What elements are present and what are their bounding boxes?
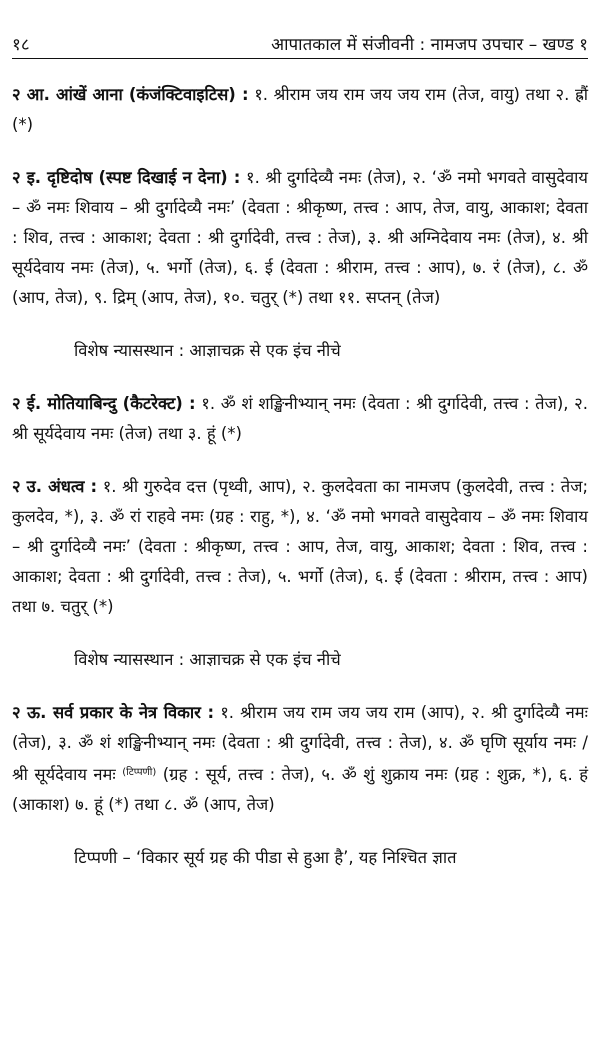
special-placement-note: विशेष न्यासस्थान : आज्ञाचक्र से एक इंच नीचे <box>74 341 341 360</box>
section-conjunctivitis <box>12 80 588 140</box>
section-cataract <box>12 389 588 449</box>
footnote-marker: (टिप्पणी) <box>122 767 157 778</box>
section-all-eye-disorders <box>12 698 588 820</box>
section-body: १. श्री दुर्गादेव्यै नमः (तेज), २. ‘ॐ नमो भगवते वासुदेवाय – ॐ नमः शिवाय – श्री दुर्गादेव्यै नमः’ (देवता : श्रीकृष्ण, तत्त्व : आप, तेज, वायु, आकाश; देवता : शिव, तत्त्व : आकाश; देवता : श्री दुर्गादेवी, तत्त्व : तेज), ३. श्री अग्निदेवाय नमः (तेज), ४. श्री सूर्यदेवाय नमः (तेज), ५. भर्गो (तेज), ६. ई (देवता : श्रीराम, तत्त्व : आप), ७. रं (तेज), ८. ॐ (आप, तेज), ९. द्रिम् (आप, तेज), १०. चतुर् (*) तथा ११. सप्तन् (तेज) <box>12 168 588 307</box>
section-body: १. श्री गुरुदेव दत्त (पृथ्वी, आप), २. कुलदेवता का नामजप (कुलदेवी, तत्त्व : तेज; कुलदेव, *), ३. ॐ रां राहवे नमः (ग्रह : राहु, *), ४. ‘ॐ नमो भगवते वासुदेवाय – ॐ नमः शिवाय – श्री दुर्गादेव्यै नमः’ (देवता : श्रीकृष्ण, तत्त्व : आप, तेज, वायु, आकाश; देवता : शिव, तत्त्व : आकाश; देवता : श्री दुर्गादेवी, तत्त्व : तेज), ५. भर्गो (तेज), ६. ई (देवता : श्रीराम, तत्त्व : आप) तथा ७. चतुर् (*) <box>12 477 588 616</box>
section-body-continued: (ग्रह : सूर्य, तत्त्व : तेज), ५. ॐ शुं शुक्राय नमः (ग्रह : शुक्र, *), ६. हं (आकाश) ७. हूं (*) तथा ८. ॐ (आप, तेज) <box>12 765 588 814</box>
special-placement-note: विशेष न्यासस्थान : आज्ञाचक्र से एक इंच नीचे <box>74 650 341 669</box>
running-title: आपातकाल में संजीवनी : नामजप उपचार – खण्ड १ <box>271 35 588 55</box>
section-body: १. श्रीराम जय राम जय जय राम (तेज, वायु) तथा २. ह्रौं (*) <box>12 85 588 134</box>
page-content <box>12 80 588 873</box>
section-blindness <box>12 472 588 622</box>
book-page <box>12 0 588 1054</box>
section-heading: २ आ. आंखें आना (कंजंक्टिवाइटिस) : <box>12 85 249 104</box>
footnote-line: टिप्पणी – ‘विकार सूर्य ग्रह की पीडा से हुआ है’, यह निश्चित ज्ञात <box>74 848 457 867</box>
page-number: १८ <box>12 35 30 55</box>
header-divider <box>12 58 588 59</box>
section-body: १. ॐ शं शङ्खिनीभ्यान् नमः (देवता : श्री दुर्गादेवी, तत्त्व : तेज), २. श्री सूर्यदेवाय नमः (तेज) तथा ३. हूं (*) <box>12 394 588 443</box>
section-vision-defect <box>12 163 588 313</box>
running-header <box>12 20 588 56</box>
section-heading: २ उ. अंधत्व : <box>12 477 98 496</box>
section-heading: २ इ. दृष्टिदोष (स्पष्ट दिखाई न देना) : <box>12 168 241 187</box>
section-body: १. श्रीराम जय राम जय जय राम (आप), २. श्री दुर्गादेव्यै नमः (तेज), ३. ॐ शं शङ्खिनीभ्यान् नमः (देवता : श्री दुर्गादेवी, तत्त्व : तेज), ४. ॐ घृणि सूर्याय नमः / श्री सूर्यदेवाय नमः <box>12 703 588 784</box>
section-heading: २ ई. मोतियाबिन्दु (कैटरेक्ट) : <box>12 394 196 413</box>
section-heading: २ ऊ. सर्व प्रकार के नेत्र विकार : <box>12 703 215 722</box>
